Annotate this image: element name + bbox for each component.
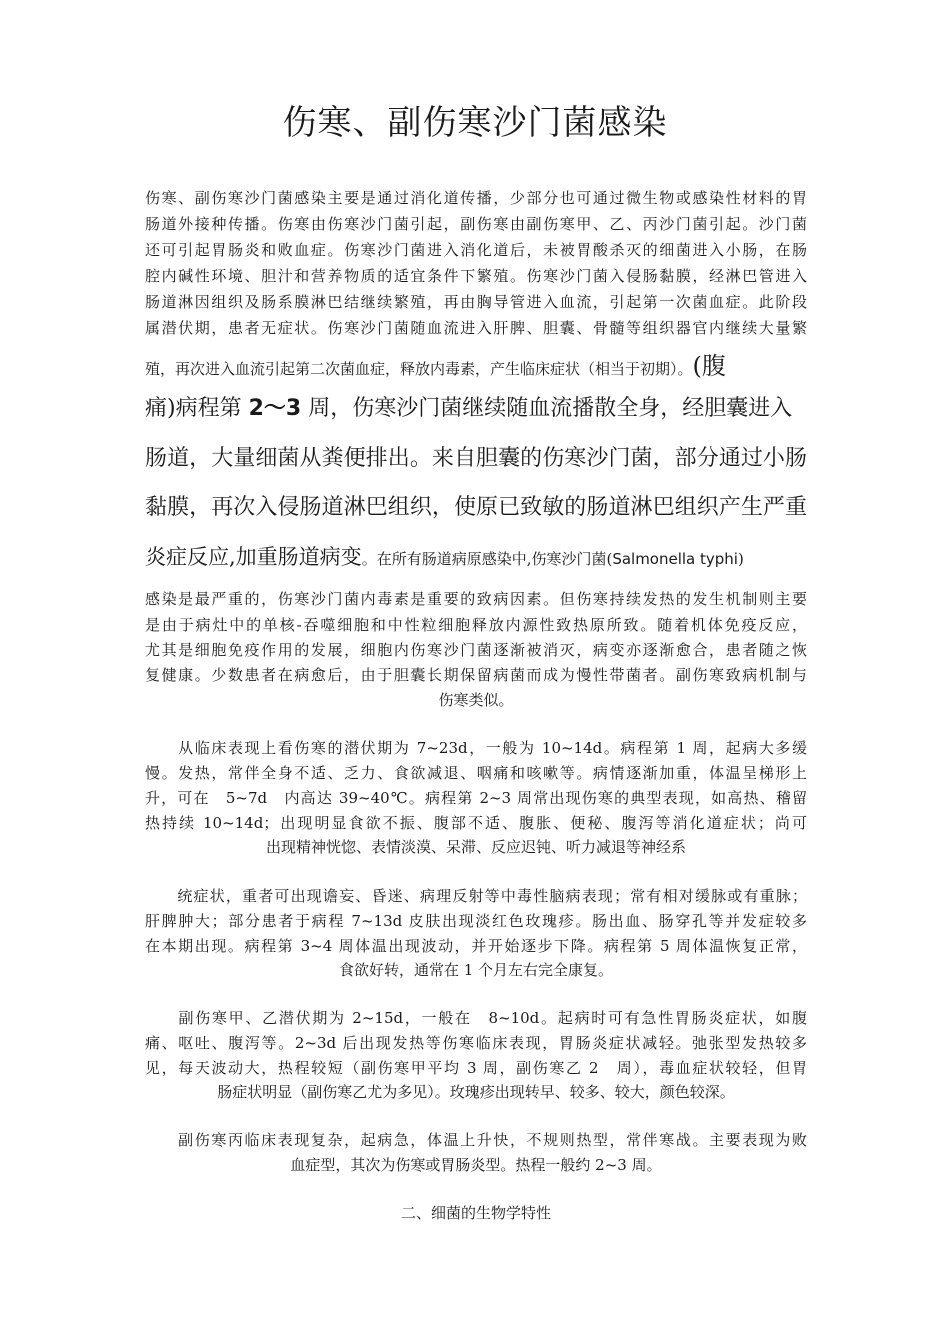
paragraph-1-line-3: 还可引起胃肠炎和败血症。伤寒沙门菌进入消化道后，未被胃酸杀灭的细菌进入小肠，在肠 [145, 241, 807, 259]
paragraph-1-line-7 [145, 346, 726, 386]
section-heading: 二、细菌的生物学特性 [400, 1204, 551, 1222]
paragraph-2-line-4-big: 炎症反应,加重肠道病变 [145, 545, 362, 569]
paragraph-4-line-4: 热持续 10~14d；出现明显食欲不振、腹部不适、腹胀、便秘、腹泻等消化道症状；尚可 [145, 814, 807, 832]
paragraph-2-line-1-a: 痛)病程第 [145, 396, 242, 421]
paragraph-5-line-4: 食欲好转，通常在 1 个月左右完全康复。 [338, 961, 614, 979]
paragraph-3-line-2: 是由于病灶中的单核-吞噬细胞和中性粒细胞释放内源性致热原所致。随着机体免疫反应， [145, 616, 807, 634]
paragraph-4-line-2: 慢。发热，常伴全身不适、乏力、食欲减退、咽痛和咳嗽等。病情逐渐加重，体温呈梯形上 [145, 764, 807, 782]
paragraph-2-line-2: 肠道，大量细菌从粪便排出。来自胆囊的伤寒沙门菌，部分通过小肠 [145, 446, 807, 471]
paragraph-6-line-3: 见，每天波动大，热程较短（副伤寒甲平均 3 周，副伤寒乙 2 周），毒血症状较轻，但胃 [145, 1059, 807, 1077]
paragraph-7-line-1: 副伤寒丙临床表现复杂，起病急，体温上升快，不规则热型，常伴寒战。主要表现为败 [145, 1131, 807, 1149]
paragraph-5-line-1: 统症状，重者可出现谵妄、昏迷、病理反射等中毒性脑病表现；常有相对缓脉或有重脉； [145, 887, 807, 905]
course-week-range: 2～3 [248, 396, 302, 421]
paragraph-4-line-1: 从临床表现上看伤寒的潜伏期为 7~23d，一般为 10~14d。病程第 1 周，起病大多缓 [145, 739, 807, 757]
paragraph-2-line-4-small-a: 。在所有肠道病原感染中,伤寒沙门菌( [361, 550, 613, 568]
paragraph-3-line-4: 复健康。少数患者在病愈后，由于胆囊长期保留病菌而成为慢性带菌者。副伤寒致病机制与 [145, 666, 807, 684]
document-title: 伤寒、副伤寒沙门菌感染 [282, 103, 668, 143]
paragraph-4-line-5: 出现精神恍惚、表情淡漠、呆滞、反应迟钝、听力减退等神经系 [265, 838, 686, 856]
paragraph-1-line-1: 伤寒、副伤寒沙门菌感染主要是通过消化道传播，少部分也可通过微生物或感染性材料的胃 [145, 189, 807, 207]
paragraph-5-line-2: 肝脾肿大；部分患者于病程 7~13d 皮肤出现淡红色玫瑰疹。肠出血、肠穿孔等并发症较多 [145, 912, 807, 930]
paragraph-1-line-7-small: 殖，再次进入血流引起第二次菌血症，释放内毒素，产生临床症状（相当于初期）。 [145, 360, 693, 378]
paragraph-2-line-1 [145, 392, 807, 426]
paragraph-5-line-3: 在本期出现。病程第 3~4 周体温出现波动，并开始逐步下降。病程第 5 周体温恢复正常， [145, 937, 807, 955]
paragraph-1-line-5: 肠道淋因组织及肠系膜淋巴结继续繁殖，再由胸导管进入血流，引起第一次菌血症。此阶段 [145, 293, 807, 311]
paragraph-1-line-7-big: (腹 [692, 352, 726, 380]
paragraph-3-line-5: 伤寒类似。 [438, 691, 514, 709]
paragraph-1-line-6: 属潜伏期，患者无症状。伤寒沙门菌随血流进入肝脾、胆囊、骨髓等组织器官内继续大量繁 [145, 319, 807, 337]
paragraph-6-line-2: 痛、呕吐、腹泻等。2~3d 后出现发热等伤寒临床表现，胃肠炎症状减轻。弛张型发热较多 [145, 1034, 807, 1052]
latin-species-name: Salmonella typhi [612, 550, 738, 568]
paragraph-1-line-2: 肠道外接种传播。伤寒由伤寒沙门菌引起，副伤寒由副伤寒甲、乙、丙沙门菌引起。沙门菌 [145, 215, 807, 233]
paragraph-1-line-4: 腔内碱性环境、胆汁和营养物质的适宜条件下繁殖。伤寒沙门菌入侵肠黏膜，经淋巴管进入 [145, 267, 807, 285]
paragraph-2-line-1-c: 周，伤寒沙门菌继续随血流播散全身，经胆囊进入 [308, 396, 793, 421]
paragraph-2-line-4 [145, 540, 744, 574]
paragraph-2-line-3: 黏膜，再次入侵肠道淋巴组织，使原已致敏的肠道淋巴组织产生严重 [145, 495, 807, 520]
paragraph-6-line-1: 副伤寒甲、乙潜伏期为 2~15d，一般在 8~10d。起病时可有急性胃肠炎症状，如腹 [145, 1009, 807, 1027]
paragraph-3-line-1: 感染是最严重的，伤寒沙门菌内毒素是重要的致病因素。但伤寒持续发热的发生机制则主要 [145, 590, 807, 608]
paragraph-6-line-4: 肠症状明显（副伤寒乙尤为多见）。玫瑰疹出现转早、较多、较大，颜色较深。 [217, 1083, 735, 1101]
paragraph-4-line-3: 升，可在 5~7d 内高达 39~40℃。病程第 2~3 周常出现伤寒的典型表现，如高热、稽留 [145, 789, 807, 807]
paragraph-2-line-4-small-b: ) [737, 550, 744, 568]
paragraph-3-line-3: 尤其是细胞免疫作用的发展，细胞内伤寒沙门菌逐渐被消灭，病变亦逐渐愈合，患者随之恢 [145, 641, 807, 659]
paragraph-7-line-2: 血症型，其次为伤寒或胃肠炎型。热程一般约 2~3 周。 [290, 1156, 662, 1174]
